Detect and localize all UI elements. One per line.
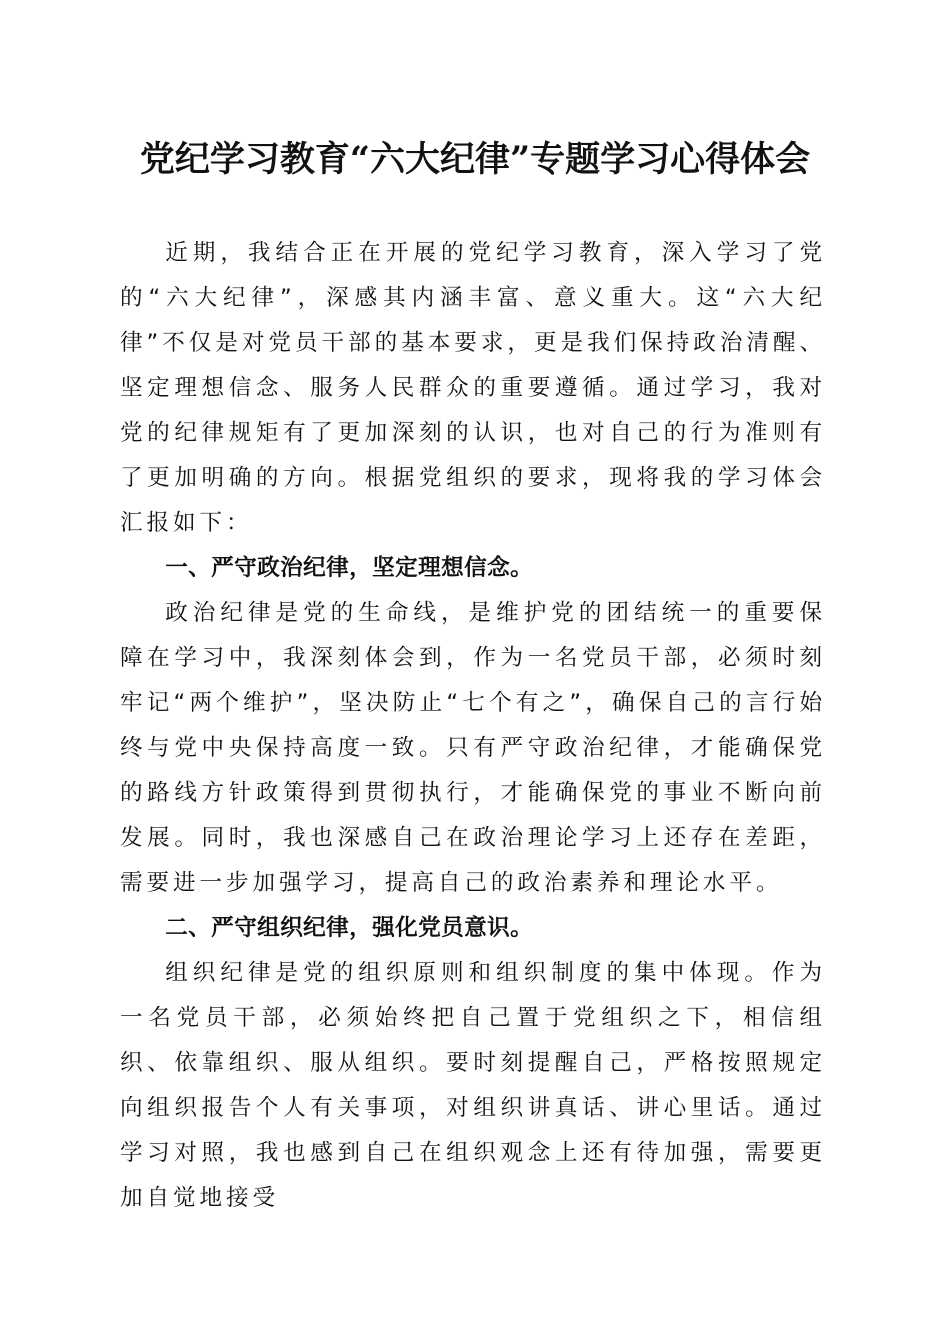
organizational-discipline-paragraph: 组织纪律是党的组织原则和组织制度的集中体现。作为一名党员干部，必须始终把自己置于党组织之下，相信组织、依靠组织、服从组织。要时刻提醒自己，严格按照规定向组织报告个人有关事项，对组织讲真话、讲心里话。通过学习对照，我也感到自己在组织观念上还有待加强，需要更加自觉地接受 <box>120 960 826 1211</box>
document-title: 党纪学习教育“六大纪律”专题学习心得体会 <box>139 139 811 180</box>
intro-paragraph: 近期，我结合正在开展的党纪学习教育，深入学习了党的“六大纪律”，深感其内涵丰富、意义重大。这“六大纪律”不仅是对党员干部的基本要求，更是我们保持政治清醒、坚定理想信念、服务人民群众的重要遵循。通过学习，我对党的纪律规矩有了更加深刻的认识，也对自己的行为准则有了更加明确的方向。根据党组织的要求，现将我的学习体会汇报如下： <box>120 240 826 536</box>
section-heading-organizational-discipline: 二、严守组织纪律，强化党员意识。 <box>165 915 534 941</box>
political-discipline-paragraph: 政治纪律是党的生命线，是维护党的团结统一的重要保障在学习中，我深刻体会到，作为一名党员干部，必须时刻牢记“两个维护”，坚决防止“七个有之”，确保自己的言行始终与党中央保持高度一致。只有严守政治纪律，才能确保党的路线方针政策得到贯彻执行，才能确保党的事业不断向前发展。同时，我也深感自己在政治理论学习上还存在差距，需要进一步加强学习，提高自己的政治素养和理论水平。 <box>120 600 826 896</box>
document-body <box>120 231 826 1221</box>
section-heading-political-discipline: 一、严守政治纪律，坚定理想信念。 <box>165 555 534 581</box>
